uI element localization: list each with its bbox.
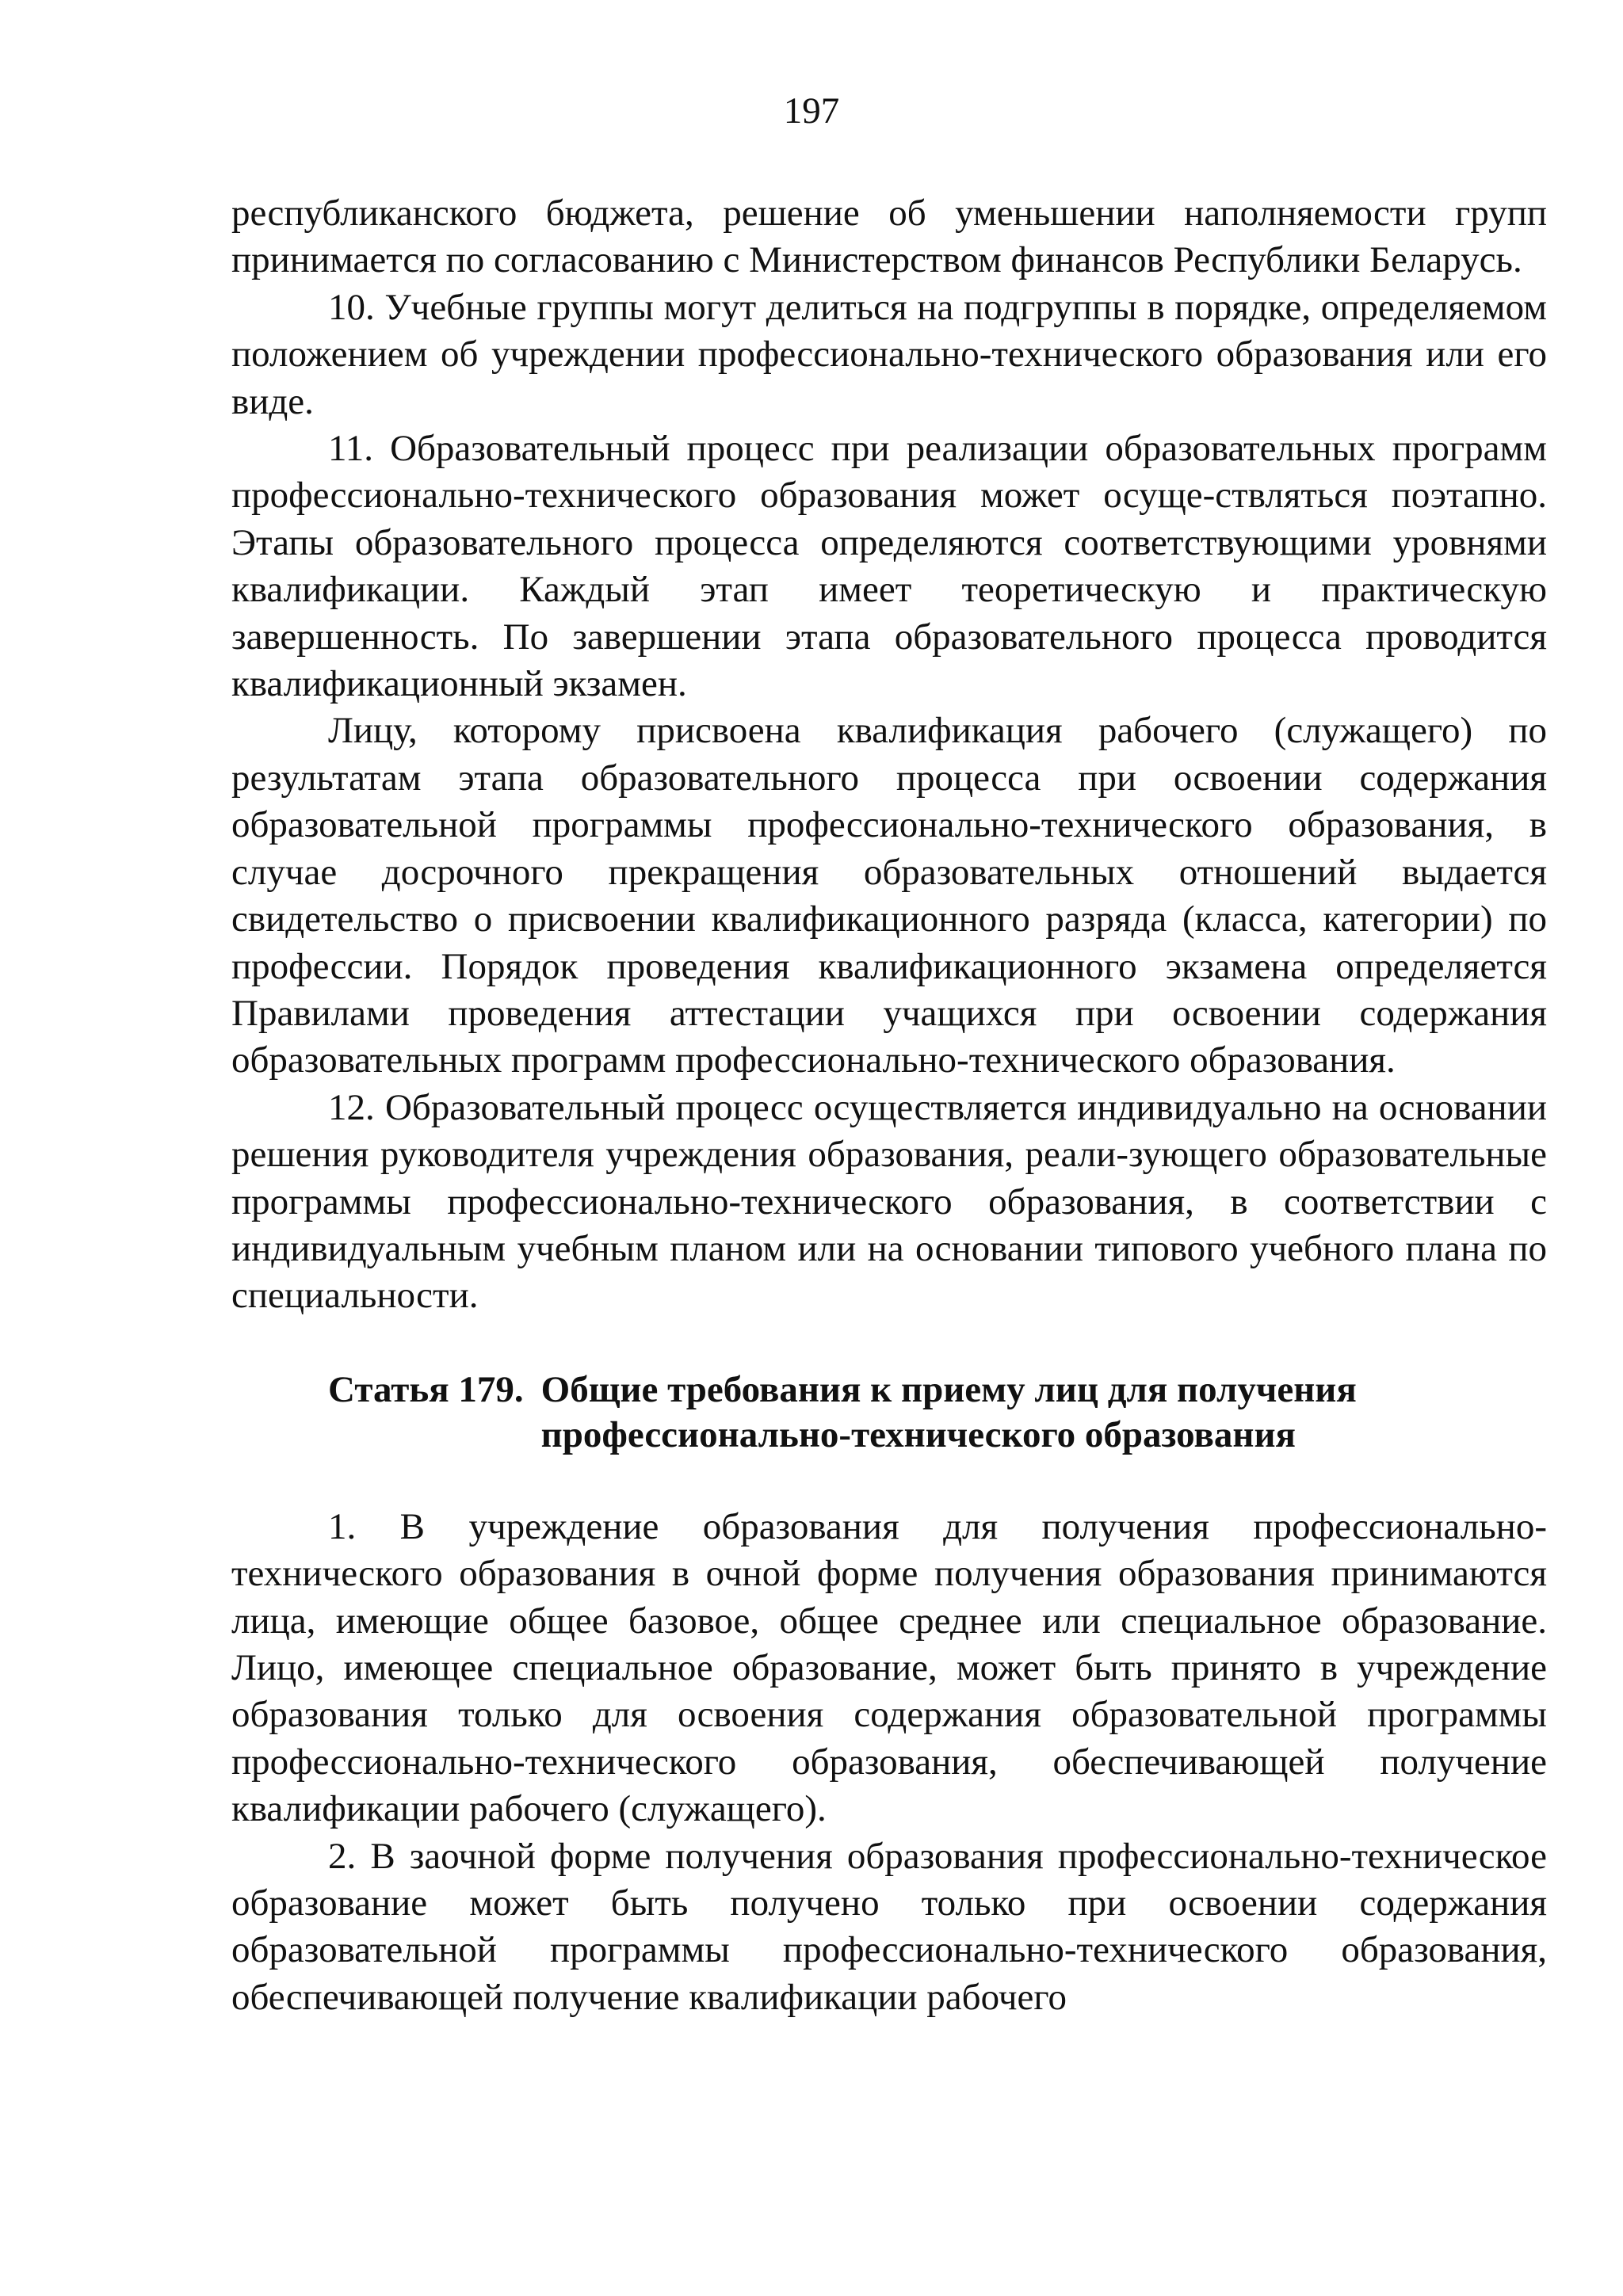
- paragraph-item-1: 1. В учреждение образования для получения профессионально-технического образования в очной форме получения образования принимаются лица, имеющие общее базовое, общее среднее или специальное образование. Лицо, имеющее специальное образование, может быть принято в учреждение образования только для освоения содержания образовательной программы профессионально-технического образования, обеспечивающей получение квалификации рабочего (служащего).: [231, 1505, 1547, 1830]
- article-number: Статья 179.: [328, 1368, 524, 1410]
- paragraph-item-11: 11. Образовательный процесс при реализации образовательных программ профессионально-технического образования может осуще-ствляться поэтапно. Этапы образовательного процесса определяются соответствующими уровнями квалификации. Каждый этап имеет теоретическую и практическую завершенность. По завершении этапа образовательного процесса проводится квалификационный экзамен.: [231, 428, 1547, 705]
- paragraph-item-12: 12. Образовательный процесс осуществляется индивидуально на основании решения руководителя учреждения образования, реали-зующего образовательные программы профессионально-технического образования, в соответствии с индивидуальным учебным планом или на основании типового учебного плана по специальности.: [231, 1086, 1547, 1317]
- article-heading: [328, 1367, 1547, 1458]
- paragraph-qualification: Лицу, которому присвоена квалификация рабочего (служащего) по результатам этапа образовательного процесса при освоении содержания образовательной программы профессионально-технического образования, в случае досрочного прекращения образовательных отношений выдается свидетельство о присвоении квалификационного разряда (класса, категории) по профессии. Порядок проведения квалификационного экзамена определяется Правилами проведения аттестации учащихся при освоении содержания образовательных программ профессионально-технического образования.: [231, 710, 1547, 1081]
- article-title: Общие требования к приему лиц для получения профессионально-технического образования: [540, 1368, 1357, 1455]
- paragraph-continuation: республиканского бюджета, решение об уменьшении наполняемости групп принимается по согласованию с Министерством финансов Республики Беларусь.: [231, 193, 1547, 281]
- paragraph-item-2: 2. В заочной форме получения образования профессионально-техническое образование может быть получено только при освоении содержания образовательной программы профессионально-технического образования, обеспечивающей получение квалификации рабочего: [231, 1835, 1547, 2018]
- page-number: 197: [783, 90, 840, 132]
- document-body: [231, 190, 1547, 2021]
- paragraph-item-10: 10. Учебные группы могут делиться на подгруппы в порядке, определяемом положением об учреждении профессионально-технического образования или его виде.: [231, 286, 1547, 422]
